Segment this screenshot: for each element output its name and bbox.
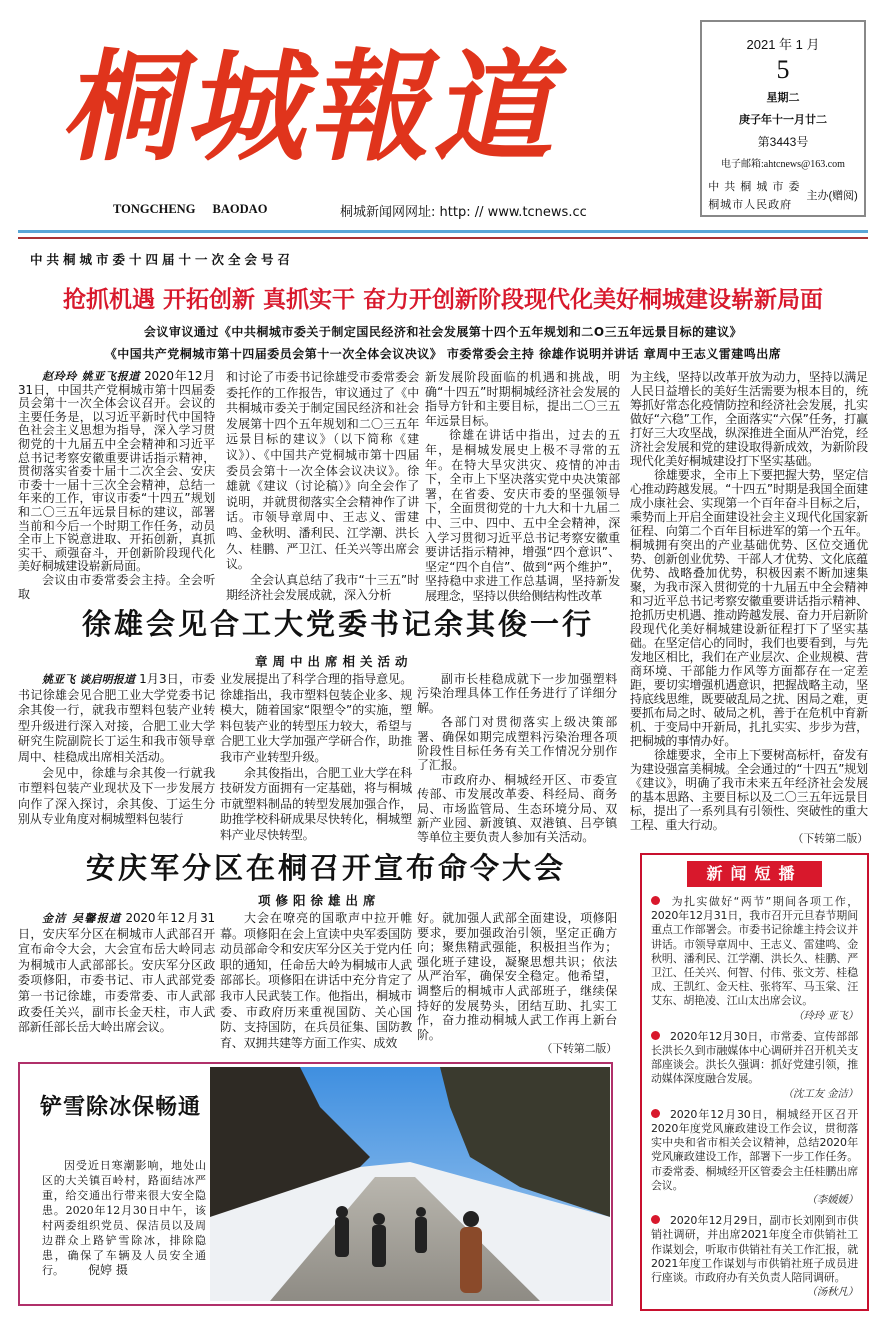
paragraph-text: 会见中，徐雄与余其俊一行就我市塑料包装产业现状及下一步发展方向作了深入探讨，余其俊、丁运生分别从专业角度对桐城塑料包装行: [18, 765, 215, 827]
paragraph-text: 余其俊指出，合肥工业大学在科技研发方面拥有一定基础，将与桐城市就塑料制品的转型发展加强合作，助推学校科研成果尽快转化，桐城塑料产业尽快转型。: [220, 765, 412, 842]
paragraph: [226, 573, 419, 604]
photo-feature: [18, 1062, 613, 1306]
lead-column-3: [425, 370, 620, 604]
paragraph: [417, 773, 617, 845]
email: 电子邮箱:ahtcnews@163.com: [721, 159, 845, 170]
story2-column-1: [18, 672, 215, 828]
lead-column-4: [630, 370, 868, 846]
paragraph-text: 2020年12月31日，中国共产党桐城市第十四届委员会第十一次全体会议召开。会议的主要任务是，以习近平新时代中国特色社会主义思想为指导，深入学习贯彻党的十九届五中全会精神和习近平总书记考察安徽重要讲话指示精神，贯彻落实省委十届十二次全会、安庆市委十一届十三次全会精神，总结一年来的工作，审议市委“十四五”规划和二〇三五年远景目标的建议，部署当前和今后一个时期工作任务，动员全市上下锐意进取、开拓创新，真抓实干、顽强奋斗，开创新阶段现代化美好桐城建设崭新局面。: [18, 369, 215, 574]
lead-column-1: [18, 370, 215, 601]
news-brief-item: [651, 1108, 858, 1207]
year-month: 2021 年 1 月: [746, 37, 820, 52]
paragraph-text: 徐雄在讲话中指出，过去的五年，是桐城发展史上极不寻常的五年。在特大旱灾洪灾、疫情的冲击下，全市上下坚决落实党中央决策部署，在省委、安庆市委的坚强领导下，全面贯彻党的十九大和十九届二中、三中、四中、五中全会精神，深入学习贯彻习近平总书记考察安徽重要讲话指示精神，增强“四个意识”、坚定“四个自信”、做到“两个维护”，坚持稳中求进工作总基调，坚持新发展理念，坚持以供给侧结构性改革: [425, 428, 620, 603]
org-2: 桐城市人民政府: [708, 199, 793, 211]
paragraph-text: 大会在嘹亮的国歌声中拉开帷幕。项修阳在会上宣读中央军委国防动员部命令和安庆军分区关于党内任职的通知，任命岳大岭为桐城市人武部部长。项修阳在讲话中充分肯定了我市人民武装工作。他指出，桐城市委、市政府历来重视国防、关心国防、支持国防，在兵员征集、国防教育、双拥共建等方面工作实、成效: [220, 911, 412, 1050]
bullet-icon: [651, 1109, 660, 1118]
photo-credit: 倪婷 摄: [88, 1263, 128, 1277]
paragraph: [425, 428, 620, 603]
paragraph: [220, 766, 412, 844]
lead-headline: 抢抓机遇 开拓创新 真抓实干 奋力开创新阶段现代化美好桐城建设崭新局面: [62, 286, 824, 313]
paragraph-text: 好。就加强人武部全面建设，项修阳要求，要加强政治引领，坚定正确方向；聚焦精武强能，积极担当作为；强化班子建设，凝聚思想共识；依法从严治军，确保安全稳定。他希望，调整后的桐城市人武部班子，继续保持好的发展势头，团结互助、扎实工作，奋力推动桐城人武工作再上新台阶。: [417, 911, 617, 1042]
paragraph: [630, 370, 868, 468]
paragraph: [18, 574, 215, 601]
paragraph-text: 为主线，坚持以改革开放为动力，坚持以满足人民日益增长的美好生活需要为根本目的，统筹抓好常态化疫情防控和经济社会发展，扎实做好“六稳”工作，全面落实“六保”任务，打赢打好三大攻坚战，纵深推进全面从严治党，经济社会发展和党的建设取得新成效，为新阶段现代化美好桐城建设打下坚实基础。: [630, 370, 868, 468]
paragraph: [630, 748, 868, 846]
brief-text: 为扎实做好“两节”期间各项工作，2020年12月31日，我市召开元旦春节期间重点工作部署会。市委书记徐雄主持会议并讲话。市领导章周中、王志义、雷建鸣、金秋明、潘利民、江学潮、洪长久、桂鹏、严卫江、任关兴、何智、付伟、张文芳、桂稳成、王凯红、金天柱、张将军、马玉棠、汪艾东、胡艳凌、江山太出席会议。: [651, 895, 858, 1008]
news-briefs-list: [651, 895, 858, 1299]
brief-source: （沈工友 金洁）: [782, 1087, 858, 1100]
lead-subtitle-1: 会议审议通过《中共桐城市委关于制定国民经济和社会发展第十四个五年规划和二O三五年远景目标的建议》: [143, 325, 743, 339]
paragraph-text: 业发展提出了科学合理的指导意见。徐雄指出，我市塑料包装企业多、规模大，随着国家“限塑令”的实施，塑料包装产业的转型压力较大，希望与合肥工业大学加强产学研合作，助推我市产业转型升级。: [220, 672, 412, 764]
brief-source: （李媛媛）: [806, 1194, 858, 1207]
publisher: [702, 178, 864, 214]
paragraph: [18, 370, 215, 574]
story2-headline: 徐雄会见合工大党委书记余其俊一行: [82, 607, 595, 641]
bullet-icon: [651, 1031, 660, 1040]
paragraph-text: 2020年12月31日，安庆军分区在桐城市人武部召开宣布命令大会，大会宣布岳大岭同志为桐城市人武部部长。安庆军分区政委项修阳，市委书记、市人武部党委第一书记徐雄，市委常委、市人武部政委任关兴，副市长金天柱，市人武部新任部长岳大岭出席会议。: [18, 911, 215, 1035]
story3-headline: 安庆军分区在桐召开宣布命令大会: [86, 851, 567, 885]
news-briefs-title: 新闻短播: [687, 861, 822, 887]
news-brief-item: [651, 1030, 858, 1101]
org-1: 中 共 桐 城 市 委: [708, 181, 801, 193]
brief-text: 2020年12月29日，副市长刘刚到市供销社调研，并出席2021年度全市供销社工作谋划会，听取市供销社有关工作汇报，就2021年度工作谋划与市供销社班子成员进行座谈。市政府办有关负责人陪同调研。: [651, 1214, 858, 1285]
paragraph-text: 市政府办、桐城经开区、市委宣传部、市发展改革委、科经局、商务局、市场监管局、生态环境分局、双新产业园、新渡镇、双港镇、吕亭镇等单位主要负责人参加有关活动。: [417, 772, 617, 845]
paragraph-text: 新发展阶段面临的机遇和挑战，明确“十四五”时期桐城经济社会发展的指导方针和主要目标，提出二〇三五年远景目标。: [425, 370, 620, 428]
weekday: 星期二: [766, 92, 800, 104]
paragraph-text: 全会认真总结了我市“十三五”时期经济社会发展成就，深入分析: [226, 572, 419, 603]
continued-on-page-2[interactable]: （下转第二版）: [792, 832, 868, 845]
paragraph-text: 各部门对贯彻落实上级决策部署、确保如期完成塑料污染治理各项阶段性目标任务有关工作情况分别作了汇报。: [417, 715, 617, 773]
lead-subtitle-2: 《中国共产党桐城市第十四届委员会第十一次全体会议决议》 市委常委会主持 徐雄作说明并讲话 章周中王志义雷建鸣出席: [104, 347, 782, 361]
brief-text: 2020年12月30日，桐城经开区召开2020年度党风廉政建设工作会议，贯彻落实中央和省市相关会议精神，总结2020年党风廉政建设工作，部署下一步工作任务。市委常委、桐城经开区管委会主任桂鹏出席会议。: [651, 1107, 858, 1192]
paragraph: [220, 911, 412, 1051]
paragraph: [630, 468, 868, 748]
photo-caption-block: [42, 1158, 206, 1278]
byline: 金洁 吴馨报道: [42, 912, 122, 925]
story3-column-2: [220, 911, 412, 1051]
rule-blue: [18, 230, 868, 233]
paragraph-text: 副市长桂稳成就下一步加强塑料污染治理具体工作任务进行了详细分解。: [417, 672, 617, 715]
paragraph-text: 徐雄要求，全市上下要树高标杆，奋发有为建设强富美桐城。全会通过的“十四五”规划《建议》，明确了我市未来五年经济社会发展的基本思路、主要目标以及二〇三五年远景目标，提出了一系列具有引领性、突破性的重大工程、重大行动。: [630, 748, 868, 832]
paragraph-text: 徐雄要求，全市上下要把握大势，坚定信心推动跨越发展。“十四五”时期是我国全面建成小康社会、实现第一个百年奋斗目标之后，乘势而上开启全面建设社会主义现代化国家新征程、向第二个百年目标进军的第一个五年。桐城拥有突出的产业基础优势、区位交通优势、创新创业优势、干部人才优势、文化底蕴优势、战略叠加优势，积极因素不断加速集聚，为我市深入贯彻党的十九届五中全会精神和习近平总书记考察安徽重要讲话指示精神、抢抓历史机遇、推动跨越发展、奋力开启新阶段现代化美好桐城建设新征程打下了坚实基础。在坚定信心的同时，我们也要看到，与先发地区相比，我们在产业层次、企业规模、营商环境、干部能力作风等方面都存在一定差距，要切实增强机遇意识，把握战略主动，坚持底线思维，既要破乱局之扰、困局之难，更要抓布局之时、破局之机，善于在危机中育新机、于变局中开新局，扎扎实实、步步为营，把桐城的事情办好。: [630, 468, 868, 748]
byline: 姚亚飞 谈启明报道: [42, 673, 136, 686]
website-url[interactable]: 桐城新闻网网址: http: // www.tcnews.cc: [340, 205, 587, 220]
paragraph: [417, 911, 617, 1057]
lunar-date: 庚子年十一月廿二: [739, 114, 827, 126]
paragraph-text: 1月3日，市委书记徐雄会见合肥工业大学党委书记余其俊一行，就我市塑料包装产业转型升级进行深入对接，合肥工业大学研究生院副院长丁运生和我市领导章周中、桂稳成出席相关活动。: [18, 672, 216, 764]
host-label: 主办(赠阅): [806, 190, 858, 202]
photo-title: 铲雪除冰保畅通: [40, 1094, 202, 1120]
brief-text: 2020年12月30日，市常委、宣传部部长洪长久到市融媒体中心调研并召开机关支部座谈会。洪长久强调：抓好党建引领，推动媒体深度融合发展。: [651, 1029, 858, 1086]
issue-number: 第3443号: [757, 135, 809, 149]
rule-red: [18, 237, 868, 239]
date-box: [700, 20, 866, 217]
paragraph: [18, 766, 215, 828]
bullet-icon: [651, 1215, 660, 1224]
news-brief-item: [651, 1214, 858, 1299]
paragraph: [417, 672, 617, 715]
byline: 赵玲玲 姚亚飞报道: [42, 370, 141, 383]
bullet-icon: [651, 896, 660, 905]
lead-column-2: [226, 370, 419, 604]
day-number: 5: [776, 55, 790, 84]
paragraph-text: 和讨论了市委书记徐雄受市委常委会委托作的工作报告，审议通过了《中共桐城市委关于制定国民经济和社会发展第十四个五年规划和二〇三五年远景目标的建议》（以下简称《建议》）、《中国共产党桐城市第十四届委员会第十一次全体会议决议》。徐雄就《建议（讨论稿）》向全会作了说明，并就贯彻落实全会精神作了讲话。市领导章周中、王志义、雷建鸣、金秋明、潘利民、江学潮、洪长久、桂鹏、严卫江、任关兴等出席会议。: [226, 370, 419, 572]
paragraph: [18, 672, 215, 766]
paragraph: [425, 370, 620, 428]
paragraph: [226, 370, 419, 573]
story2-column-2: [220, 672, 412, 844]
lead-kicker: 中共桐城市委十四届十一次全会号召: [30, 252, 295, 267]
paragraph: [18, 911, 215, 1036]
brief-source: （汤秋凡）: [806, 1286, 858, 1299]
paragraph: [417, 715, 617, 773]
paragraph: [220, 672, 412, 766]
news-briefs-box: [640, 853, 869, 1311]
paragraph-text: 会议由市委常委会主持。全会听取: [18, 572, 215, 601]
brief-source: （玲玲 亚飞）: [793, 1009, 858, 1022]
story2-subhead: 章周中出席相关活动: [255, 654, 413, 669]
snow-clearing-photo: [210, 1067, 610, 1301]
news-brief-item: [651, 895, 858, 1023]
story3-column-1: [18, 911, 215, 1036]
english-name: TONGCHENG BAODAO: [113, 202, 268, 216]
photo-caption: 因受近日寒潮影响，地处山区的大关镇百岭村，路面结冰严重，给交通出行带来很大安全隐患。2020年12月30日中午，该村两委组织党员、保洁员以及周边群众上路铲雪除冰，排除隐患，确保了车辆及人员安全通行。: [42, 1159, 206, 1277]
masthead-logo: 桐城報道: [55, 37, 581, 178]
story3-subhead: 项修阳徐雄出席: [258, 893, 381, 908]
story3-column-3: [417, 911, 617, 1057]
continued-on-page-2[interactable]: （下转第二版）: [541, 1042, 617, 1056]
story2-column-3: [417, 672, 617, 845]
